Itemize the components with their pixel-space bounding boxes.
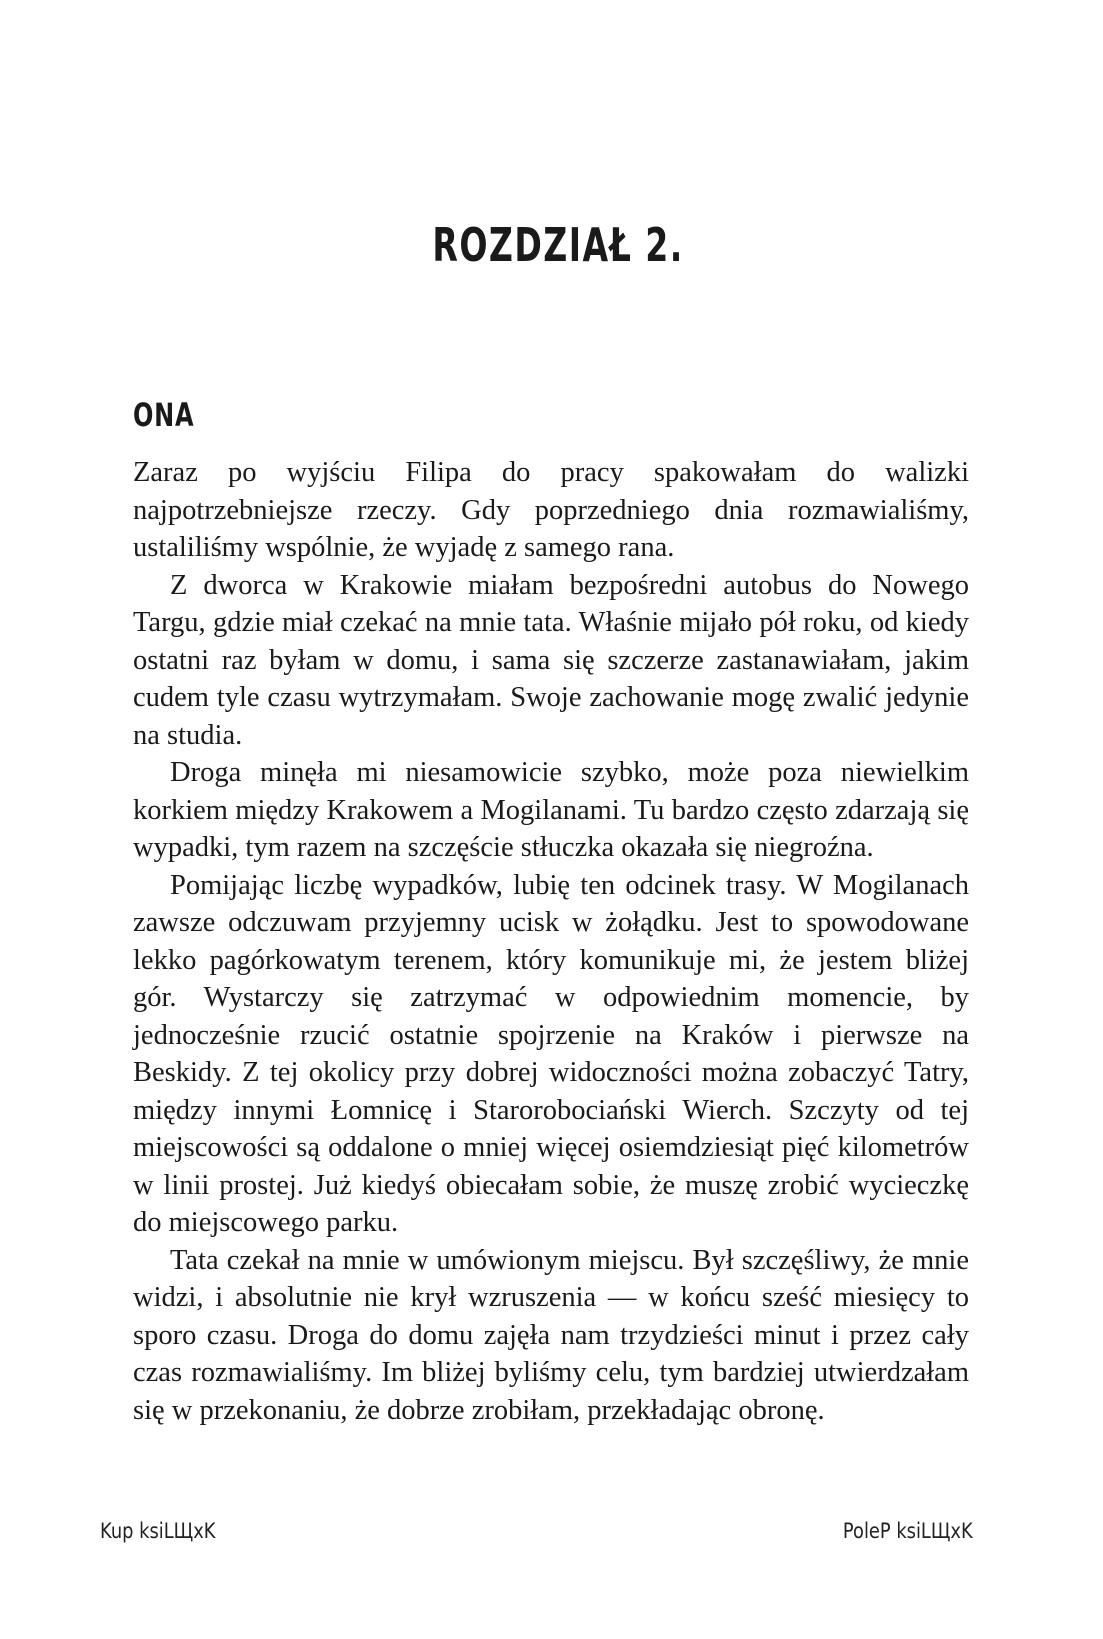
section-heading: ONA [133,396,195,434]
recommend-book-link[interactable]: PoleP ksiLЩxK [843,1519,973,1543]
paragraph: Zaraz po wyjściu Filipa do pracy spakowałam do walizki najpotrzebniejsze rzeczy. Gdy poprzedniego dnia rozmawialiśmy, ustaliliśmy wspólnie, że wyjadę z samego rana. [133,457,969,563]
paragraph: Droga minęła mi niesamowicie szybko, może poza niewielkim korkiem między Krakowem a Mogilanami. Tu bardzo często zdarzają się wypadki, tym razem na szczęście stłuczka okazała się niegroźna. [133,757,969,863]
chapter-title: ROZDZIAŁ 2. [432,218,684,272]
body-text [133,454,969,1429]
paragraph: Z dworca w Krakowie miałam bezpośredni autobus do Nowego Targu, gdzie miał czekać na mnie tata. Właśnie mijało pół roku, od kiedy ostatni raz byłam w domu, i sama się szczerze zastanawiałam, jakim cudem tyle czasu wytrzymałam. Swoje zachowanie mogę zwalić jedynie na studia. [133,569,969,751]
paragraph: Tata czekał na mnie w umówionym miejscu. Był szczęśliwy, że mnie widzi, i absolutnie nie krył wzruszenia — w końcu sześć miesięcy to sporo czasu. Droga do domu zajęła nam trzydzieści minut i przez cały czas rozmawialiśmy. Im bliżej byliśmy celu, tym bardziej utwierdzałam się w przekonaniu, że dobrze zrobiłam, przekładając obronę. [133,1244,969,1426]
buy-book-link[interactable]: Kup ksiLЩxK [100,1519,216,1543]
paragraph: Pomijając liczbę wypadków, lubię ten odcinek trasy. W Mogilanach zawsze odczuwam przyjemny ucisk w żołądku. Jest to spowodowane lekko pagórkowatym terenem, który komunikuje mi, że jestem bliżej gór. Wystarczy się zatrzymać w odpowiednim momencie, by jednocześnie rzucić ostatnie spojrzenie na Kraków i pierwsze na Beskidy. Z tej okolicy przy dobrej widoczności można zobaczyć Tatry, między innymi Łomnicę i Starorobociański Wierch. Szczyty od tej miejscowości są oddalone o mniej więcej osiemdziesiąt pięć kilometrów w linii prostej. Już kiedyś obiecałam sobie, że muszę zrobić wycieczkę do miejscowego parku. [133,869,969,1238]
